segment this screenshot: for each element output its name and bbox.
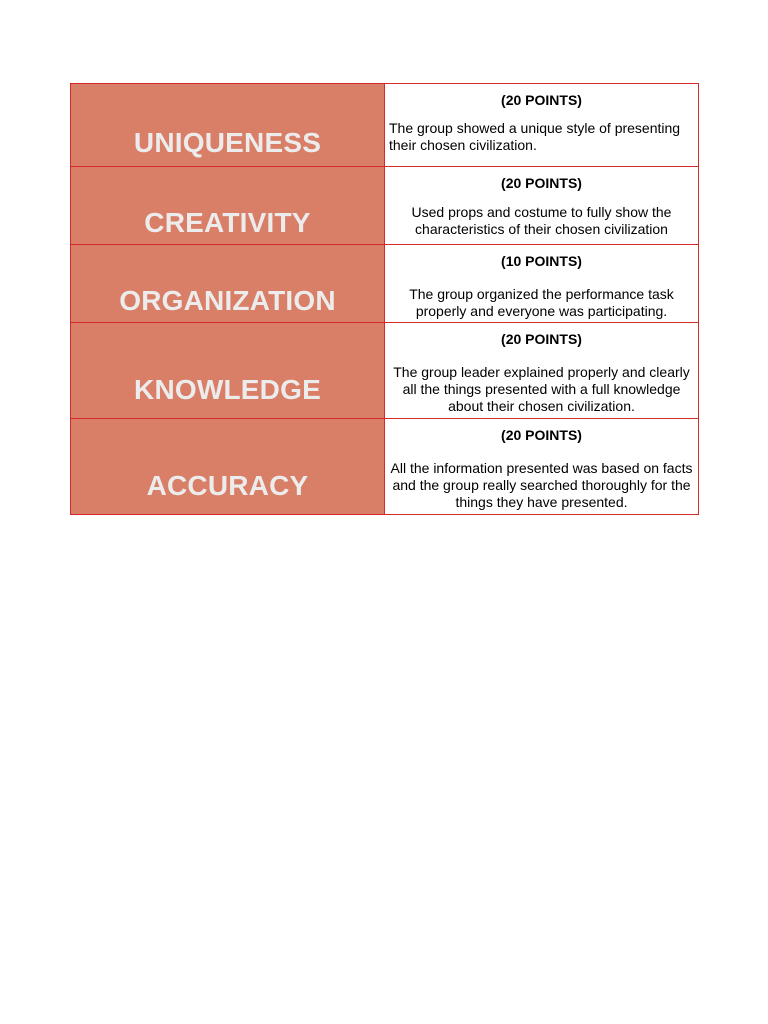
- criterion-cell: [71, 167, 385, 245]
- points-label: (20 POINTS): [501, 331, 582, 347]
- points-label: (20 POINTS): [501, 427, 582, 443]
- criterion-cell: [71, 419, 385, 515]
- description-cell: [385, 245, 699, 323]
- description-cell: [385, 84, 699, 167]
- points-label: (10 POINTS): [501, 253, 582, 269]
- criterion-description: The group showed a unique style of presenting their chosen civilization.: [389, 120, 681, 153]
- description-cell: [385, 167, 699, 245]
- rubric-row-organization: [71, 245, 699, 323]
- criterion-description: All the information presented was based on facts and the group really searched thoroughly for the things they have presented.: [390, 460, 693, 510]
- criterion-label: KNOWLEDGE: [134, 374, 321, 405]
- criterion-cell: [71, 84, 385, 167]
- description-cell: [385, 419, 699, 515]
- criterion-description: The group leader explained properly and clearly all the things presented with a full knowledge about their chosen civilization.: [393, 364, 690, 414]
- points-label: (20 POINTS): [501, 92, 582, 108]
- rubric-row-creativity: [71, 167, 699, 245]
- criterion-cell: [71, 323, 385, 419]
- criterion-label: UNIQUENESS: [133, 127, 322, 158]
- criterion-description: The group organized the performance task properly and everyone was participating.: [409, 286, 674, 319]
- criterion-cell: [71, 245, 385, 323]
- criterion-description: Used props and costume to fully show the characteristics of their chosen civilization: [411, 204, 672, 237]
- rubric-row-knowledge: [71, 323, 699, 419]
- criterion-label: ORGANIZATION: [119, 284, 336, 316]
- points-label: (20 POINTS): [501, 175, 582, 191]
- rubric-row-uniqueness: [71, 84, 699, 167]
- criterion-label: CREATIVITY: [144, 206, 311, 238]
- rubric-row-accuracy: [71, 419, 699, 515]
- rubric-table: [70, 83, 699, 515]
- criterion-label: ACCURACY: [146, 469, 309, 501]
- description-cell: [385, 323, 699, 419]
